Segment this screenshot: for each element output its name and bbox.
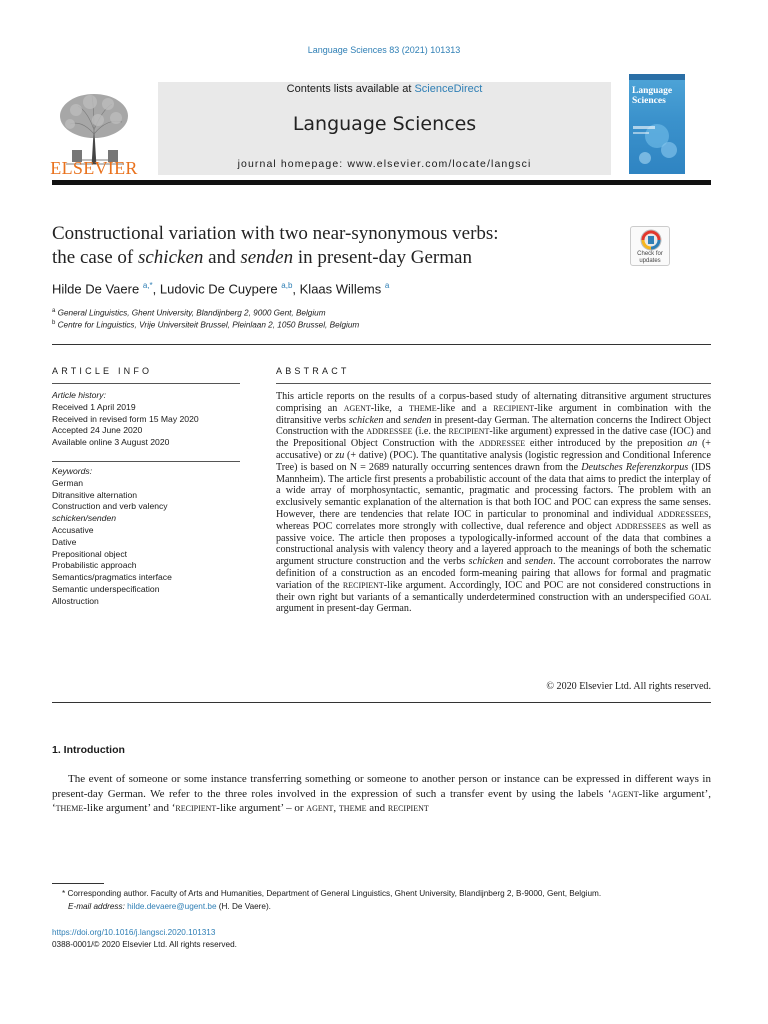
keyword: Semantics/pragmatics interface bbox=[52, 572, 172, 583]
journal-reference-link[interactable]: Language Sciences 83 (2021) 101313 bbox=[307, 45, 461, 55]
check-updates-label: Check for updates bbox=[637, 251, 663, 264]
title-line-2: the case of schicken and senden in present-day German bbox=[52, 247, 472, 268]
keyword-list: Keywords: German Ditransitive alternation Construction and verb valency schicken/senden Accusative Dative Prepositional object Probabilistic approach Semantics/pragmatics interface Semantic underspecification Allostruction bbox=[52, 466, 242, 608]
sciencedirect-link[interactable]: ScienceDirect bbox=[414, 83, 483, 95]
footnote-email: E-mail address: hilde.devaere@ugent.be (H. De Vaere). bbox=[68, 902, 271, 911]
journal-homepage-line bbox=[158, 158, 611, 170]
article-title bbox=[52, 222, 612, 270]
journal-title: Language Sciences bbox=[292, 113, 477, 135]
keyword: Ditransitive alternation bbox=[52, 489, 138, 500]
author-name: Hilde De Vaere bbox=[52, 281, 140, 297]
abstract-text: This article reports on the results of a corpus-based study of alternating ditransitive argument structures comprising an agent-like, a theme-like and a recipient-like argument in combination with the ditransitive verbs schicken and senden in present-day German. The alternation concerns the Indirect Object Construction with the addressee (i.e. the recipient-like argument) expressed in the dative case (IOC) and the Prepositional Object Construction with the addressee either introduced by the preposition an (+ accusative) or zu (+ dative) (POC). The quantitative analysis (logistic regression and Conditional Inference Tree) is based on N = 2689 naturally occurring sentences drawn from the Deutsches Referenzkorpus (IDS Mannheim). The article first presents a probabilistic account of the data that aims to predict the interplay of a wide array of morphosyntactic, semantic, pragmatic and processing factors. The problem with an exclusively semantic explanation of the alternation is that both IOC and POC can express the same senses. However, there are tendencies that relate IOC in particular to pronominal and individual addressees, whereas POC correlates more strongly with collective, dual reference and object addressees as well as passive voice. The article then proposes a typologically-informed account of the data that combines a constructional analysis with valency theory and a layered approach to the meanings of both the schematic argument structure construction and the verbs schicken and senden. The account corroborates the narrow definition of a construction as an encoded form-meaning pairing that allows for formal and pragmatic variation of the recipient-like argument. Accordingly, IOC and POC are not considered constructions in their own right but variants of a semantically underdetermined construction with an underspecified goal argument in present-day German. bbox=[276, 391, 712, 615]
keyword: German bbox=[52, 477, 84, 488]
author-list: Hilde De Vaere $^{a,*}$, Ludovic De Cuypere $^{a,b}$, Klaas Willems $^a$ bbox=[52, 281, 390, 297]
keyword: schicken/senden bbox=[52, 513, 117, 524]
keyword: Semantic underspecification bbox=[52, 583, 160, 594]
section-divider bbox=[52, 344, 711, 345]
cover-title-line1: Language bbox=[632, 86, 673, 96]
elsevier-wordmark: ELSEVIER bbox=[50, 158, 138, 178]
cover-title-line2: Sciences bbox=[632, 96, 666, 106]
keyword: Construction and verb valency bbox=[52, 501, 168, 512]
abstract-heading: ABSTRACT bbox=[276, 366, 350, 376]
homepage-link[interactable]: www.elsevier.com/locate/langsci bbox=[347, 158, 532, 170]
article-info-divider bbox=[52, 461, 240, 462]
doi-link[interactable]: https://doi.org/10.1016/j.langsci.2020.101313 bbox=[52, 928, 216, 937]
keyword: Accusative bbox=[52, 524, 94, 535]
contents-availability-line bbox=[158, 83, 611, 95]
author-affiliation-link[interactable]: a bbox=[384, 281, 390, 290]
author-name: Klaas Willems bbox=[299, 281, 382, 297]
keyword: Dative bbox=[52, 536, 77, 547]
keyword: Prepositional object bbox=[52, 548, 128, 559]
email-link[interactable]: hilde.devaere@ugent.be bbox=[127, 902, 217, 911]
footnote-corresponding-author: * Corresponding author. Faculty of Arts and Humanities, Department of General Linguistics, Ghent University, Blandijnberg 2, B-9000, Gent, Belgium. bbox=[62, 889, 602, 898]
abstract-copyright: © 2020 Elsevier Ltd. All rights reserved. bbox=[546, 681, 711, 692]
article-info-heading: ARTICLE INFO bbox=[52, 366, 153, 376]
issn-copyright-line: 0388-0001/© 2020 Elsevier Ltd. All rights reserved. bbox=[52, 940, 237, 949]
history-item: Accepted 24 June 2020 bbox=[52, 425, 143, 436]
corresponding-author-link[interactable]: * bbox=[149, 281, 153, 290]
abstract-divider bbox=[276, 383, 711, 384]
article-history: Article history: Received 1 April 2019 Received in revised form 15 May 2020 Accepted 24 June 2020 Available online 3 August 2020 bbox=[52, 390, 242, 449]
article-info-divider bbox=[52, 383, 240, 384]
affiliation-a: $^a$ General Linguistics, Ghent University, Blandijnberg 2, 9000 Gent, Belgium bbox=[52, 308, 326, 318]
title-line-1: Constructional variation with two near-synonymous verbs: bbox=[52, 223, 499, 244]
homepage-prefix: journal homepage: bbox=[237, 158, 344, 170]
history-item: Available online 3 August 2020 bbox=[52, 437, 170, 448]
keyword: Allostruction bbox=[52, 595, 99, 606]
history-item: Received in revised form 15 May 2020 bbox=[52, 413, 199, 424]
history-item: Received 1 April 2019 bbox=[52, 401, 136, 412]
header-divider bbox=[52, 180, 711, 185]
footnote-divider bbox=[52, 883, 104, 884]
introduction-heading: 1. Introduction bbox=[52, 744, 125, 756]
author-affiliation-link[interactable]: a, bbox=[142, 281, 150, 290]
author-affiliation-link[interactable]: a,b bbox=[281, 281, 293, 290]
contents-prefix: Contents lists available at bbox=[286, 83, 412, 95]
cover-title bbox=[632, 86, 684, 106]
affiliation-b: $^b$ Centre for Linguistics, Vrije Universiteit Brussel, Pleinlaan 2, 1050 Brussel, Belgium bbox=[52, 320, 360, 330]
author-name: Ludovic De Cuypere bbox=[159, 281, 278, 297]
check-updates-icon bbox=[631, 227, 671, 253]
keyword: Probabilistic approach bbox=[52, 560, 137, 571]
introduction-paragraph: The event of someone or some instance transferring something or someone to another person or instance can be expressed in different ways in present-day German. We refer to the three roles involved in the expression of such a transfer event by using the labels ‘agent-like argument’, ‘theme-like argument’ and ‘recipient-like argument’ – or agent, theme and recipient bbox=[52, 773, 711, 815]
section-divider bbox=[52, 702, 711, 703]
